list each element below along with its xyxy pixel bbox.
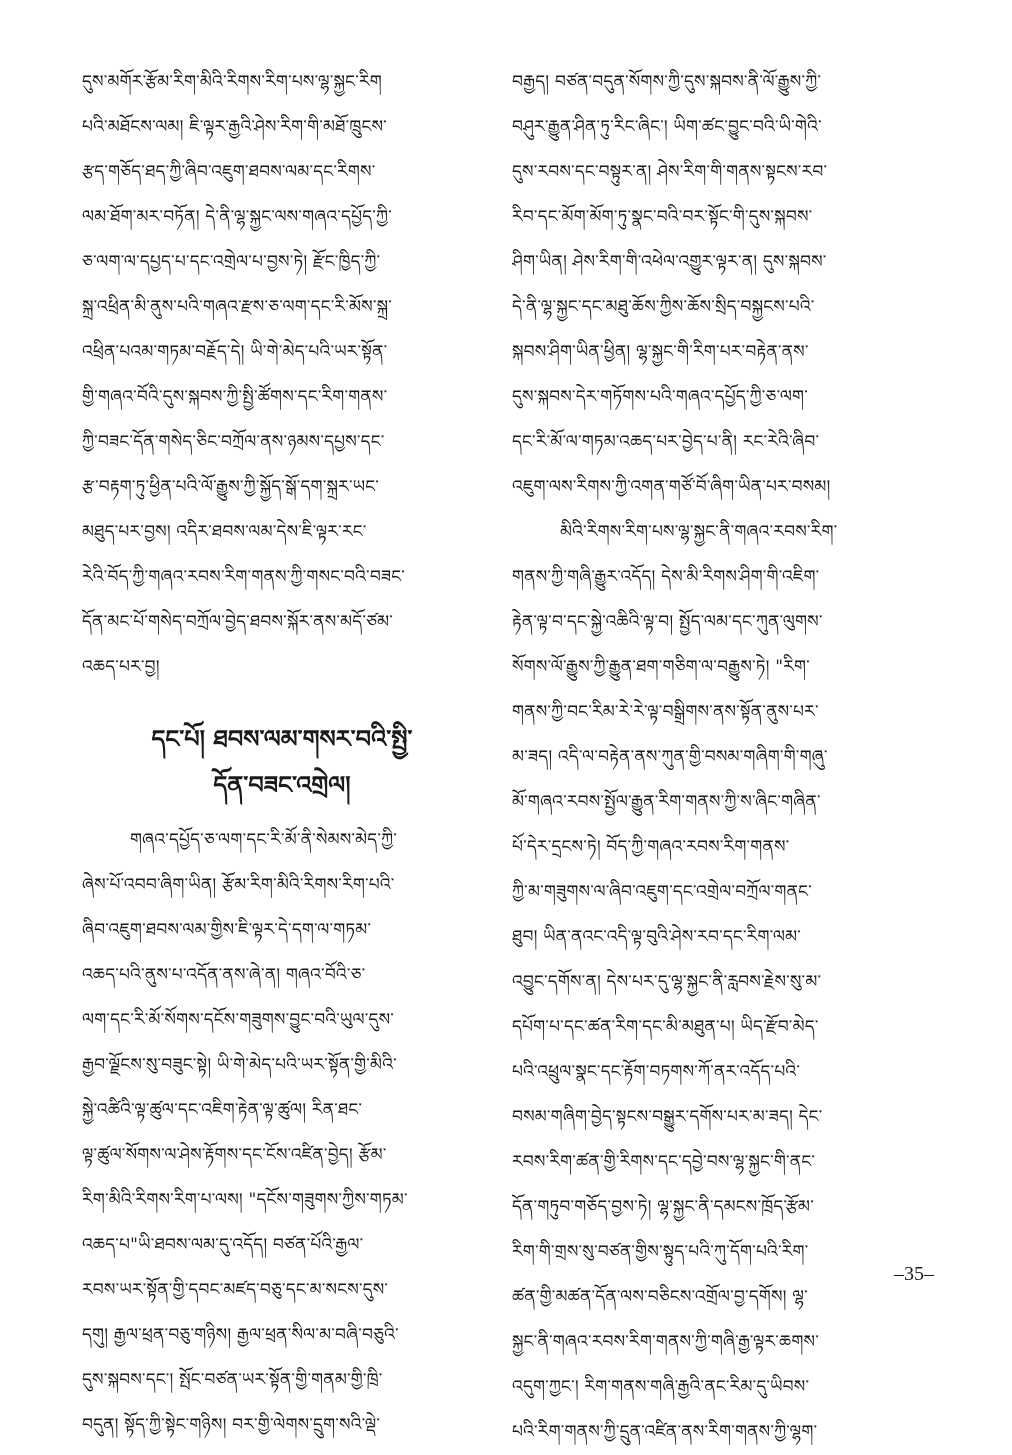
text-line: དུས་མགོར་རྩོམ་རིག་མིའི་རིགས་རིག་པས་ལྷ་སྐྱང་རིག: [82, 72, 382, 92]
text-line: མཐུད་པར་བྱས། འདིར་ཐབས་ལམ་དེས་ཇི་ལྟར་རང་: [82, 522, 367, 542]
text-line: ཞེས་པོ་འབབ་ཞིག་ཡིན། རྩོམ་རིག་མིའི་རིགས་རིག་པའི་: [82, 875, 395, 895]
text-line: སྐྱེ་འཚིའི་ལྟ་ཚུལ་དང་འཇིག་རྟེན་ལྟ་ཚུལ། རིན་ཐང་: [82, 1100, 363, 1120]
text-line: མོ་གཞའ་རབས་སྤྱོལ་རྒྱུན་རིག་གནས་ཀྱི་ས་ཞིང་གཞིན་: [512, 792, 821, 812]
text-line: མིའི་རིགས་རིག་པས་ལྷ་སྐྱང་ནི་གཞའ་རབས་རིག་: [560, 522, 838, 542]
text-line: འབྱུང་དགོས་ན། དེས་པར་དུ་ལྷ་སྐྱང་ནི་རླབས་རྗེས་སུ་མ་: [512, 972, 822, 992]
text-line: འཆད་པའི་ནུས་པ་འདོན་ནས་ཞེ་ན། གཞའ་བོའི་ཅ་: [82, 965, 366, 985]
text-line: ཚན་གྱི་མཚན་དོན་ལས་བཅིངས་འགྲོལ་བྱ་དགོས། ལྷ་: [512, 1287, 808, 1307]
text-line: རྟེན་ལྟ་བ་དང་སྐྱེ་འཆིའི་ལྟ་བ། སྤྱོད་ལམ་དང་ཀུན་ལུགས་: [512, 612, 823, 632]
text-line: རིག་གི་གྲས་སུ་བཙན་གྱིས་སྟུད་པའི་ཀུ་དོག་པའི་རིག་: [512, 1242, 809, 1262]
text-line: པོ་དེར་དྲངས་ཏེ། བོད་ཀྱི་གཞའ་རབས་རིག་གནས་: [512, 837, 790, 857]
text-line: སོགས་ལོ་རྒྱུས་ཀྱི་རྒྱུན་ཐག་གཅིག་ལ་བརྒྱུས་ཏེ། "རིག་: [512, 657, 810, 677]
text-line: འཆད་པ"ཡི་ཐབས་ལམ་དུ་འདོད། བཙན་པོའི་རྒྱལ་: [82, 1235, 364, 1255]
heading-line: དང་པོ། ཐབས་ལམ་གསར་བའི་སྤྱི་: [151, 724, 413, 753]
text-line: ཞིབ་འཇུག་ཐབས་ལམ་གྱིས་ཇི་ལྟར་དེ་དག་ལ་གཏམ་: [82, 920, 372, 940]
text-line: ལམ་ཐོག་མར་བཏོན། དེ་ནི་ལྷ་སྐྱང་ལས་གཞའ་དཔྱོད་ཀྱི་: [82, 207, 392, 227]
text-line: བརྒྱད། བཙན་བདུན་སོགས་ཀྱི་དུས་སྐབས་ནི་ལོ་རྒྱུས་ཀྱི་: [512, 72, 822, 92]
text-line: བདུན། སྟོད་ཀྱི་སྟེང་གཉིས། བར་གྱི་ལེགས་དྲུག་སའི་ལྡེ་: [82, 1415, 381, 1435]
text-line: རབས་རིག་ཚན་གྱི་རིགས་དང་དབྱེ་བས་ལྷ་སྐྱང་གི་ནང་: [512, 1152, 816, 1172]
text-line: ལག་དང་རི་མོ་སོགས་དངོས་གཟུགས་བྱུང་བའི་ཡུལ་དུས་: [82, 1010, 395, 1030]
text-line: པའི་རིག་གནས་ཀྱི་དྲུན་འཛིན་ནས་རིག་གནས་ཀྱི་ལྷག་: [512, 1422, 818, 1442]
text-line: དུས་སྐབས་དང་། སྤོང་བཙན་ཡར་སྟོན་གྱི་གནམ་གྱི་ཁྲི་: [82, 1370, 383, 1390]
text-line: དགུ། རྒྱལ་ཕྲན་བཅུ་གཉིས། རྒྱལ་ཕྲན་སིལ་མ་བཞི་བཅུའི་: [82, 1325, 399, 1345]
section-heading: [82, 716, 482, 808]
text-line: དཔོག་པ་དང་ཚན་རིག་དང་མི་མཐུན་པ། ཡིད་རྫོབ་མེད་: [512, 1017, 819, 1037]
text-line: གཞའ་དཔྱོད་ཅ་ལག་དང་རི་མོ་ནི་སེམས་མེད་ཀྱི་: [130, 830, 398, 850]
text-line: འཆད་པར་བྱ།: [82, 657, 160, 677]
text-line: གནས་ཀྱི་བང་རིམ་རེ་རེ་ལྟ་བསྒྲིགས་ནས་སྟོན་ནུས་པར་: [512, 702, 819, 722]
text-line: རྩ་བརྟག་ཏུ་ཕྱིན་པའི་ལོ་རྒྱུས་ཀྱི་སྐྱོད་སྒོ་དག་སྐྲར་ཡང་: [82, 477, 380, 497]
text-line: དུས་སྐབས་དེར་གཏོགས་པའི་གཞའ་དཔྱོད་ཀྱི་ཅ་ལག་: [512, 387, 808, 407]
text-line: དེ་ནི་ལྷ་སྐྱང་དང་མཐུ་ཆོས་ཀྱིས་ཆོས་སྲིད་བསྐྱངས་པའི་: [512, 297, 815, 317]
text-line: མ་ཟད། འདི་ལ་བརྟེན་ནས་ཀུན་གྱི་བསམ་གཞིག་གི་གཞུ་: [512, 747, 828, 767]
text-line: བསམ་གཞིག་བྱེད་སྟངས་བསྒྱུར་དགོས་པར་མ་ཟད། དེང་: [512, 1107, 823, 1127]
text-line: རེའི་བོད་ཀྱི་གཞའ་རབས་རིག་གནས་ཀྱི་གསང་བའི་བཟང་: [82, 567, 406, 587]
heading-line: དོན་བཟང་འགྲེལ།: [213, 770, 351, 799]
text-line: རིག་མིའི་རིགས་རིག་པ་ལས། "དངོས་གཟུགས་ཀྱིས་གཏམ་: [82, 1190, 408, 1210]
text-line: དུས་རབས་དང་བསྟུར་ན། ཤེས་རིག་གི་གནས་སྟངས་རབ་: [512, 162, 828, 182]
paragraph: [82, 60, 482, 690]
paragraph: [82, 818, 482, 1448]
text-line: ལྟ་ཚུལ་སོགས་ལ་ཤེས་རྟོགས་དང་ངོས་འཛིན་བྱེད། རྩོམ་: [82, 1145, 387, 1165]
page-number: –35–: [894, 1263, 934, 1285]
text-line: ཅ་ལག་ལ་དཔྱད་པ་དང་འགྲེལ་པ་བྱས་ཏེ། རྫོང་ཁྱིད་ཀྱི་: [82, 252, 381, 272]
text-line: ཐུབ། ཡིན་ནའང་འདི་ལྟ་བུའི་ཤེས་རབ་དང་རིག་ལམ་: [512, 927, 801, 947]
text-line: འདུག་ཀྱང་། རིག་གནས་གཞི་རྒྱའི་ནང་རིམ་དུ་ཡིབས་: [512, 1377, 810, 1397]
text-line: སྐབས་ཤིག་ཡིན་ཕྱིན། ལྷ་སྐྱང་གི་རིག་པར་བརྟེན་ནས་: [512, 342, 809, 362]
text-line: ཀྱི་མ་གཟུགས་ལ་ཞིབ་འཇུག་དང་འགྲེལ་བཀྲོལ་གནང་: [512, 882, 812, 902]
text-line: རིབ་དང་མོག་མོག་ཏུ་སྣང་བའི་བར་སྟོང་གི་དུས་སྐབས་: [512, 207, 813, 227]
text-line: གནས་ཀྱི་གཞི་རྒྱུར་འདོད། དེས་མི་རིགས་ཤིག་གི་འཇིག་: [512, 567, 820, 587]
text-line: འཕྲིན་པའམ་གཏམ་བརྗོད་དེ། ཡི་གེ་མེད་པའི་ཡར་སྟོན་: [82, 342, 388, 362]
text-line: རྒྱབ་ལྗོངས་སུ་བཟུང་སྟེ། ཡི་གེ་མེད་པའི་ཡར་སྟོན་གྱི་མིའི་: [82, 1055, 397, 1075]
right-column: [512, 60, 912, 1455]
text-line: དང་རི་མོ་ལ་གཏམ་འཆད་པར་བྱེད་པ་ནི། རང་རེའི་ཞིབ་: [512, 432, 820, 452]
text-line: དོན་གཏུབ་གཅོད་བྱས་ཏེ། ལྷ་སྐྱང་ནི་དམངས་ཁྲོད་རྩོམ་: [512, 1197, 814, 1217]
text-line: ཀྱི་བཟང་དོན་གསེད་ཅིང་བཀྲོལ་ནས་ཉམས་དཔྱས་དང་: [82, 432, 385, 452]
text-line: སྐྱང་ནི་གཞའ་རབས་རིག་གནས་ཀྱི་གཞི་རྒྱ་ལྟར་ཆགས་: [512, 1332, 819, 1352]
text-line: འཇུག་ལས་རིགས་ཀྱི་འགན་གཙོ་བོ་ཞིག་ཡིན་པར་བསམ།: [512, 477, 831, 497]
text-line: རྩད་གཅོད་ཐད་ཀྱི་ཞིབ་འཇུག་ཐབས་ལམ་དང་རིགས་: [82, 162, 376, 182]
paragraph: [512, 60, 912, 510]
text-line: དོན་མང་པོ་གསེད་བཀྲོལ་བྱེད་ཐབས་སྐོར་ནས་མདོ་ཙམ་: [82, 612, 394, 632]
text-line: ཤིག་ཡིན། ཤེས་རིག་གི་འཕེལ་འགྱུར་ལྟར་ན། དུས་སྐབས་: [512, 252, 827, 272]
text-line: བཤུར་རྒྱུན་ཤིན་ཏུ་རིང་ཞིང་། ཡིག་ཚང་བྱུང་བའི་ཡི་གེའི་: [512, 117, 822, 137]
paragraph: [512, 510, 912, 1455]
text-line: སྐྲ་འཕྲིན་མི་ནུས་པའི་གཞའ་རྫས་ཅ་ལག་དང་རི་མོས་སྐྲ་: [82, 297, 393, 317]
text-line: རབས་ཡར་སྟོན་གྱི་དབང་མཛད་བཅུ་དང་མ་སངས་དུས་: [82, 1280, 389, 1300]
text-line: པའི་འཕྲུལ་སྣང་དང་རྟོག་བཏགས་ཀོ་ནར་འདོད་པའི་: [512, 1062, 801, 1082]
text-line: གྱི་གཞའ་བོའི་དུས་སྐབས་ཀྱི་སྤྱི་ཚོགས་དང་རིག་གནས་: [82, 387, 388, 407]
left-column: [82, 60, 482, 1448]
text-line: པའི་མཐོངས་ལམ། ཇི་ལྟར་རྒྱའི་ཤེས་རིག་གི་མཐོ་ཁྲུངས་: [82, 117, 387, 137]
